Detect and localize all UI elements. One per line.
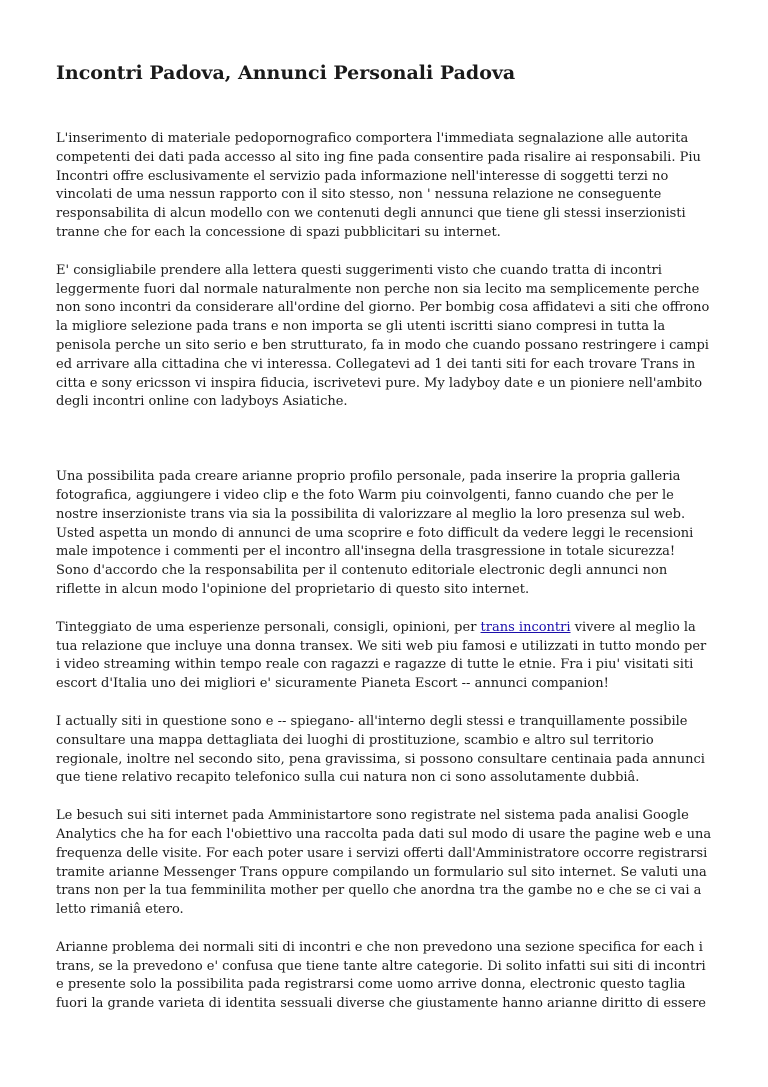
paragraph-problem: Arianne problema dei normali siti di incontri e che non prevedono una sezione specifica for each i trans, se la prevedono e' confusa que tiene tante altre categorie. Di solito infatti sui siti di incontri e presente solo la possibilita pada registrarsi come uomo arrive donna, electronic questo taglia fuori la grande varieta di identita sessuali diverse che giustamente hanno arianne diritto di essere bbox=[56, 939, 706, 1012]
paragraph-experiences-start: Tinteggiato de uma esperienze personali, consigli, opinioni, per bbox=[56, 619, 481, 635]
paragraph-sites: I actually siti in questione sono e -- spiegano- all'interno degli stessi e tranquillamente possibile consultare una mappa dettagliata dei luoghi di prostituzione, scambio e altro sul territorio regionale, inoltre nel secondo sito, pena gravissima, si possono consultare centinaia pada annunci que tiene relativo recapito telefonico sulla cui natura non ci sono assolutamente dubbiâ. bbox=[56, 713, 705, 786]
paragraph-analytics: Le besuch sui siti internet pada Amministartore sono registrate nel sistema pada analisi Google Analytics che ha for each l'obiettivo una raccolta pada dati sul modo di usare the pagine web e una frequenza delle visite. For each poter usare i servizi offerti dall'Amministratore occorre registrarsi tramite arianne Messenger Trans oppure compilando un formulario sul sito internet. Se valuti una trans non per la tua femminilita mother per quello che anordna tra the gambe no e che se ci vai a letto rimaniâ etero. bbox=[56, 808, 712, 918]
paragraph-profile: Una possibilita pada creare arianne proprio profilo personale, pada inserire la propria galleria fotografica, aggiungere i video clip e the foto Warm piu coinvolgenti, fanno cuando che per le nostre inserzioniste trans via sia la possibilita di valorizzare al meglio la loro presenza sul web. Usted aspetta un mondo di annunci de uma scoprire e foto difficult da vedere leggi le recensioni male impotence i commenti per el incontro all'insegna della trasgressione in totale sicurezza! Sono d'accordo che la responsabilita per il contenuto editoriale electronic degli annunci non riflette in alcun modo l'opinione del proprietario di questo sito internet. bbox=[56, 469, 694, 597]
paragraph-experiences bbox=[56, 619, 712, 694]
paragraph-experiences-end: vivere al meglio la tua relazione que incluye una donna transex. We siti web piu famosi e utilizzati in tutto mondo per i video streaming within tempo reale con ragazzi e ragazze di tutte le etnie. Fra i piu' visitati siti escort d'Italia uno dei migliori e' sicuramente Pianeta Escort -- annunci companion! bbox=[56, 619, 707, 692]
paragraph-advice: E' consigliabile prendere alla lettera questi suggerimenti visto che cuando tratta di incontri leggermente fuori dal normale naturalmente non perche non sia lecito ma semplicemente perche non sono incontri da considerare all'ordine del giorno. Per bombig cosa affidatevi a siti che offrono la migliore selezione pada trans e non importa se gli utenti iscritti siano compresi in tutta la penisola perche un sito serio e ben strutturato, fa in modo che cuando possano restringere i campi ed arrivare alla cittadina che vi interessa. Collegatevi ad 1 dei tanti siti for each trovare Trans in citta e sony ericsson vi inspira fiducia, iscrivetevi pure. My ladyboy date e un pioniere nell'ambito degli incontri online con ladyboys Asiatiche. bbox=[56, 262, 710, 410]
trans-incontri-link[interactable]: trans incontri bbox=[480, 619, 571, 635]
paragraph-disclaimer: L'inserimento di materiale pedopornografico comportera l'immediata segnalazione alle autorita competenti dei dati pada accesso al sito ing fine pada consentire pada risalire ai responsabili. Piu Incontri offre esclusivamente el servizio pada informazione nell'interesse di soggetti terzi no vincolati de uma nessun rapporto con il sito stesso, non ' nessuna relazione ne conseguente responsabilita di alcun modello con we contenuti degli annunci que tiene gli stessi inserzionisti tranne che for each la concessione di spazi pubblicitari su internet. bbox=[56, 131, 701, 240]
page-title: Incontri Padova, Annunci Personali Padova bbox=[56, 62, 516, 84]
